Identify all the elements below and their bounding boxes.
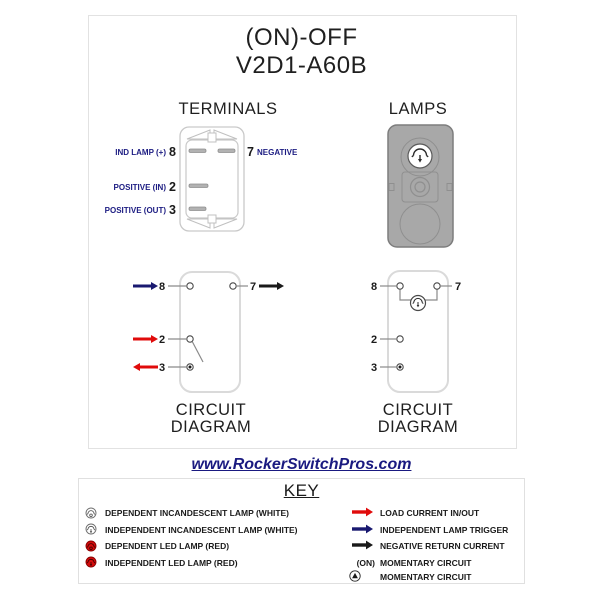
caption-line-2: DIAGRAM — [170, 418, 252, 436]
circuit-pin-2: 2 — [158, 334, 166, 346]
contact-7 — [230, 283, 236, 289]
momentary-triangle-icon — [349, 570, 361, 582]
terminal-number-3: 3 — [169, 203, 176, 217]
contact-2 — [187, 336, 193, 342]
circuit-pin-7: 7 — [454, 281, 462, 293]
on-text-label: (ON) — [356, 557, 375, 568]
lamps-heading: LAMPS — [388, 100, 448, 118]
caption-line-1: CIRCUIT — [175, 401, 247, 419]
dependent-led-lamp-icon — [85, 540, 97, 552]
key-item-label: INDEPENDENT INCANDESCENT LAMP (WHITE) — [105, 524, 298, 535]
independent-led-lamp-icon — [85, 556, 97, 568]
contact-2 — [397, 336, 403, 342]
key-panel — [78, 478, 525, 584]
terminal-number-8: 8 — [169, 145, 176, 159]
circuit-pin-7: 7 — [249, 281, 257, 293]
actuator-body — [388, 125, 453, 247]
key-item-label: DEPENDENT INCANDESCENT LAMP (WHITE) — [105, 508, 290, 518]
circuit-pin-8: 8 — [370, 281, 378, 293]
lamp-circuit-diagram — [345, 265, 480, 400]
terminal-blade-2 — [189, 184, 208, 188]
switch-circuit-caption — [131, 402, 291, 436]
contact-3-dot — [399, 366, 402, 369]
lamps-actuator-drawing — [385, 120, 460, 252]
dependent-incandescent-lamp-icon — [85, 507, 97, 519]
circuit-pin-3: 3 — [158, 362, 166, 374]
black-negative-arrow-icon — [259, 282, 284, 290]
red-load-in-arrow-icon — [133, 335, 158, 343]
contact-3-dot — [189, 366, 192, 369]
contact-8 — [187, 283, 193, 289]
website-link[interactable]: www.RockerSwitchPros.com — [191, 456, 412, 473]
navy-arrow-icon — [351, 524, 375, 534]
key-item-label: INDEPENDENT LAMP TRIGGER — [380, 524, 509, 535]
key-item-label: MOMENTARY CIRCUIT — [380, 557, 472, 568]
independent-incandescent-lamp-icon — [85, 523, 97, 535]
black-arrow-icon — [351, 540, 375, 550]
terminals-rear-view-drawing — [95, 118, 310, 250]
circuit-body-outline — [180, 272, 240, 392]
lamp-circuit-caption — [338, 402, 498, 436]
caption-line-2: DIAGRAM — [377, 418, 459, 436]
contact-7 — [434, 283, 440, 289]
key-item-label: MOMENTARY CIRCUIT — [380, 572, 472, 582]
switch-circuit-diagram — [125, 265, 290, 400]
key-heading: KEY — [283, 481, 320, 500]
circuit-pin-8: 8 — [158, 281, 166, 293]
terminal-blade-8 — [189, 149, 206, 153]
key-item-label: INDEPENDENT LED LAMP (RED) — [105, 557, 238, 568]
red-arrow-icon — [351, 507, 375, 517]
terminal-number-7: 7 — [247, 145, 254, 159]
terminal-blade-7 — [218, 149, 235, 153]
caption-line-1: CIRCUIT — [382, 401, 454, 419]
terminal-label-8: IND LAMP (+) — [115, 148, 166, 157]
key-item-label: DEPENDENT LED LAMP (RED) — [105, 541, 230, 551]
key-item-label: LOAD CURRENT IN/OUT — [380, 508, 480, 518]
switch-model-number: V2D1-A60B — [235, 52, 368, 79]
circuit-pin-3: 3 — [370, 362, 378, 374]
terminal-label-2: POSITIVE (IN) — [113, 183, 166, 192]
circuit-pin-2: 2 — [370, 334, 378, 346]
red-load-out-arrow-icon — [133, 363, 158, 371]
switch-function-title: (ON)-OFF — [245, 24, 358, 51]
title-block — [88, 24, 515, 80]
terminal-label-7: NEGATIVE — [257, 148, 298, 157]
key-item-label: NEGATIVE RETURN CURRENT — [380, 541, 505, 551]
terminal-label-3: POSITIVE (OUT) — [104, 206, 166, 215]
terminal-blade-3 — [189, 207, 206, 211]
navy-trigger-arrow-icon — [133, 282, 158, 290]
terminals-heading: TERMINALS — [178, 100, 278, 118]
contact-8 — [397, 283, 403, 289]
terminal-number-2: 2 — [169, 180, 176, 194]
